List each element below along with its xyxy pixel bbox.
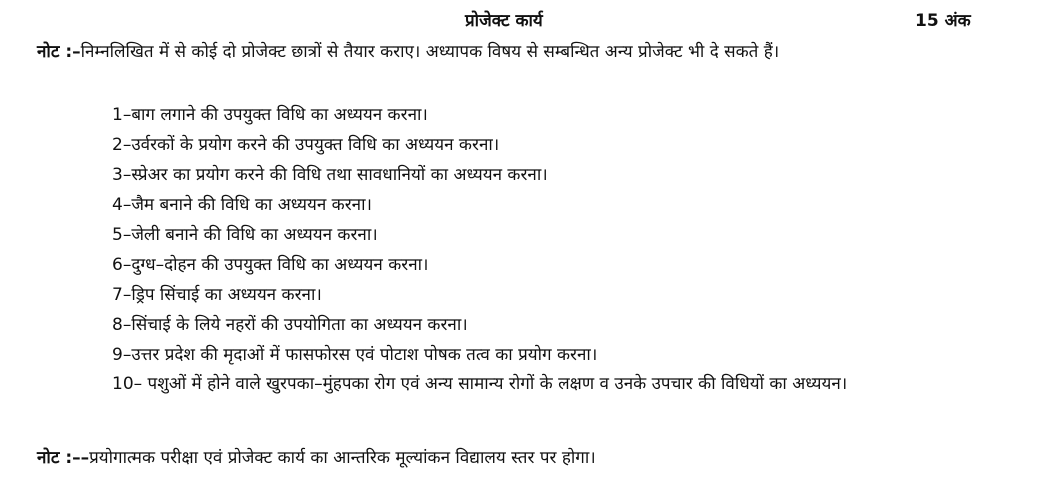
list-item: 9–उत्तर प्रदेश की मृदाओं में फासफोरस एवं पोटाश पोषक तत्व का प्रयोग करना।: [112, 345, 598, 365]
project-list: [112, 100, 1012, 399]
list-item: 7–ड्रिप सिंचाई का अध्ययन करना।: [112, 285, 322, 305]
list-item: 4–जैम बनाने की विधि का अध्ययन करना।: [112, 195, 372, 215]
list-item: 3–स्प्रेअर का प्रयोग करने की विधि तथा सावधानियों का अध्ययन करना।: [112, 165, 548, 185]
final-note-label: नोट :––: [37, 448, 90, 468]
note-paragraph: [37, 38, 1012, 66]
marks-label: 15 अंक: [915, 11, 971, 31]
final-note: [37, 444, 1012, 472]
list-item: 8–सिंचाई के लिये नहरों की उपयोगिता का अध्ययन करना।: [112, 315, 468, 335]
page-title: प्रोजेक्ट कार्य: [465, 11, 543, 31]
list-item: 1–बाग लगाने की उपयुक्त विधि का अध्ययन करना।: [112, 105, 428, 125]
list-item: 6–दुग्ध–दोहन की उपयुक्त विधि का अध्ययन करना।: [112, 255, 429, 275]
note-label: नोट :–: [37, 42, 81, 62]
list-item: 5–जेली बनाने की विधि का अध्ययन करना।: [112, 225, 378, 245]
heading-row: [0, 8, 1051, 32]
note-text: निम्नलिखित में से कोई दो प्रोजेक्ट छात्रों से तैयार कराए। अध्यापक विषय से सम्बन्धित अन्य प्रोजेक्ट भी दे सकते हैं।: [80, 42, 780, 62]
final-note-text: प्रयोगात्मक परीक्षा एवं प्रोजेक्ट कार्य का आन्तरिक मूल्यांकन विद्यालय स्तर पर होगा।: [89, 448, 596, 468]
list-item: 2–उर्वरकों के प्रयोग करने की उपयुक्त विधि का अध्ययन करना।: [112, 135, 500, 155]
list-item: 10– पशुओं में होने वाले खुरपका–मुंहपका रोग एवं अन्य सामान्य रोगों के लक्षण व उनके उपचार की विधियों का अध्ययन।: [112, 374, 848, 394]
